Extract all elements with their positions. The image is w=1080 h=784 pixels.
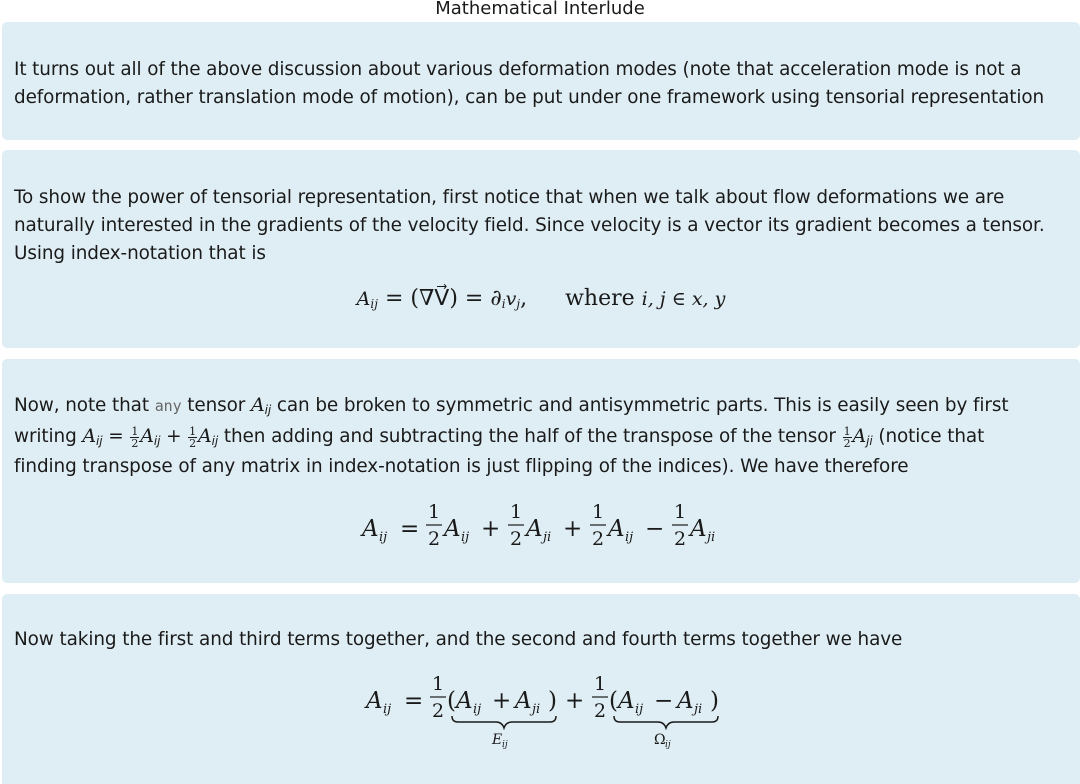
- svg-text:ij: ij: [461, 530, 470, 545]
- decomposition-card: [2, 359, 1080, 583]
- svg-text:E: E: [492, 732, 503, 748]
- symmetric-antisymmetric-paragraph: Now taking the first and third terms together, and the second and fourth terms together we have: [14, 629, 903, 650]
- svg-text:A: A: [362, 516, 379, 542]
- svg-text:ij: ij: [665, 740, 671, 750]
- svg-text:A: A: [526, 516, 543, 542]
- svg-text:1: 1: [674, 501, 687, 523]
- svg-text:): ): [548, 688, 557, 714]
- svg-text:ij: ij: [635, 702, 644, 717]
- svg-text:+: +: [492, 688, 512, 714]
- svg-text:2: 2: [432, 700, 445, 722]
- svg-text:ij: ij: [502, 740, 508, 750]
- svg-text:+: +: [563, 516, 583, 542]
- any-code: any: [154, 397, 182, 415]
- svg-text:1: 1: [432, 673, 445, 695]
- svg-text:+: +: [565, 688, 585, 714]
- intro-paragraph: It turns out all of the above discussion about various deformation modes (note that acceleration mode is not a deformation, rather translation mode of motion), can be put under one framework using tensorial representation: [14, 59, 1045, 108]
- decomposition-equation: [354, 496, 734, 556]
- svg-text:=: =: [404, 688, 424, 714]
- svg-text:2: 2: [510, 528, 523, 550]
- svg-text:): ): [710, 688, 719, 714]
- svg-text:=: =: [400, 516, 420, 542]
- gradient-line-2: naturally interested in the gradients of the velocity field. Since velocity is a vector its gradient becomes a tensor.: [14, 215, 1045, 236]
- svg-text:−: −: [645, 516, 665, 542]
- svg-text:ji: ji: [707, 530, 716, 545]
- svg-text:(: (: [609, 688, 618, 714]
- svg-text:2: 2: [428, 528, 441, 550]
- velocity-gradient-equation: $A_{ij}$ = (∇V⃗) = $\partial_iv_j$, where i, j ∈ x, y: [356, 286, 726, 311]
- svg-text:A: A: [366, 688, 383, 714]
- svg-text:2: 2: [674, 528, 687, 550]
- decomposition-line-2: writing $A_{ij}$ = $\frac{1}{2}$ $A_{ij}$ + $\frac{1}{2}$ $A_{ij}$ then adding and subtracting the half of the transpose of the tensor $\frac{1}{2}$ $A_{ji}$ (notice that: [14, 424, 985, 450]
- svg-text:ji: ji: [543, 530, 552, 545]
- gradient-line-1: To show the power of tensorial representation, first notice that when we talk about flow deformations we are: [14, 187, 1005, 208]
- svg-text:A: A: [677, 688, 694, 714]
- svg-text:A: A: [456, 688, 473, 714]
- svg-text:A: A: [608, 516, 625, 542]
- svg-text:ji: ji: [694, 702, 703, 717]
- symmetric-antisymmetric-card: [2, 594, 1080, 784]
- svg-text:1: 1: [428, 501, 441, 523]
- svg-text:2: 2: [592, 528, 605, 550]
- svg-text:ij: ij: [383, 702, 392, 717]
- svg-text:A: A: [618, 688, 635, 714]
- page-title: Mathematical Interlude: [435, 0, 645, 19]
- svg-text:A: A: [515, 688, 532, 714]
- decomposition-line-3: finding transpose of any matrix in index-notation is just flipping of the indices). We have therefore: [14, 456, 909, 477]
- gradient-card: [2, 150, 1080, 348]
- svg-text:ij: ij: [625, 530, 634, 545]
- svg-text:ji: ji: [532, 702, 541, 717]
- svg-text:ij: ij: [473, 702, 482, 717]
- intro-card: [2, 22, 1080, 140]
- svg-text:Ω: Ω: [654, 732, 666, 748]
- svg-text:A: A: [690, 516, 707, 542]
- svg-text:1: 1: [592, 501, 605, 523]
- svg-text:ij: ij: [379, 530, 388, 545]
- decomposition-line-1: Now, note that any tensor $A_{ij}$ can be broken to symmetric and antisymmetric parts. This is easily seen by first: [14, 394, 1009, 417]
- svg-text:A: A: [444, 516, 461, 542]
- svg-text:+: +: [481, 516, 501, 542]
- svg-text:2: 2: [594, 700, 607, 722]
- svg-text:(: (: [447, 688, 456, 714]
- svg-text:1: 1: [594, 673, 607, 695]
- svg-text:1: 1: [510, 501, 523, 523]
- svg-text:−: −: [654, 688, 674, 714]
- gradient-line-3: Using index-notation that is: [14, 243, 266, 264]
- strain-rotation-equation: [358, 668, 738, 752]
